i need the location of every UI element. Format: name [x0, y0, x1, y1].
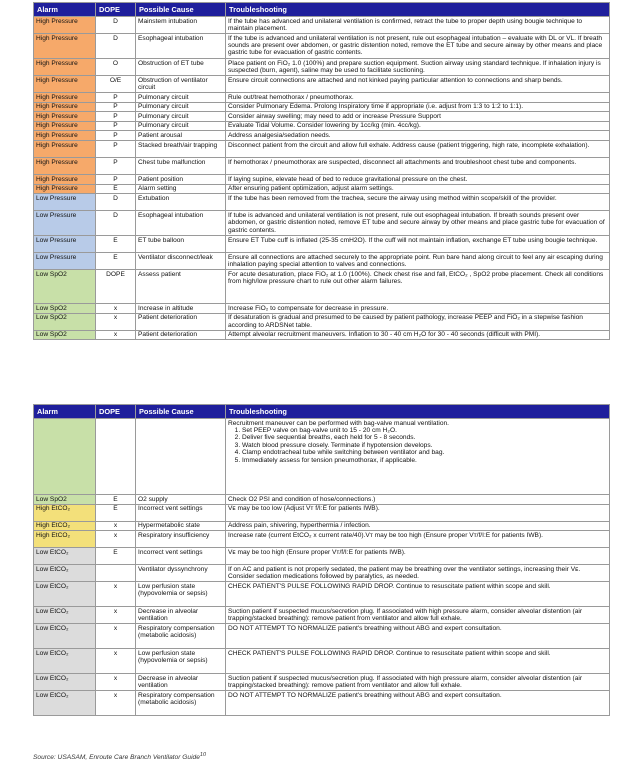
troubleshooting-cell: If the tube is advanced and unilateral ventilation is not present, rule out esophageal intubation – evaluate with DL or VL. If breath sounds are present over abdomen, or gastric distention noted, remove the ET tube and secure airway by other means and place gastric tube for evacuation of gastric contents. — [226, 34, 610, 59]
possible-cause-cell: Respiratory compensation (metabolic acidosis) — [136, 624, 226, 649]
troubleshooting-cell: Suction patient if suspected mucus/secretion plug. If associated with high pressure alarm, consider alveolar distention (air trapping/stacked breathing): remove patient from ventilator and allow full exhale. — [226, 674, 610, 691]
possible-cause-cell: Ventilator disconnect/leak — [136, 253, 226, 270]
dope-cell: P — [96, 121, 136, 131]
dope-cell: P — [96, 112, 136, 122]
alarm-cell: Low SpO2 — [34, 330, 96, 340]
troubleshooting-cell: Increase FiO₂ to compensate for decrease in pressure. — [226, 304, 610, 314]
alarm-cell: High Pressure — [34, 102, 96, 112]
possible-cause-cell: Pulmonary circuit — [136, 121, 226, 131]
dope-cell: x — [96, 313, 136, 330]
dope-cell: x — [96, 624, 136, 649]
troubleshooting-cell: After ensuring patient optimization, adjust alarm settings. — [226, 184, 610, 194]
recruitment-step: 3. Watch blood pressure closely. Terminate if hypotension develops. — [242, 442, 607, 449]
troubleshooting-cell: Evaluate Tidal Volume. Consider lowering by 1cc/kg (min. 4cc/kg). — [226, 121, 610, 131]
possible-cause-cell: Patient deterioration — [136, 313, 226, 330]
dope-cell: P — [96, 93, 136, 103]
table-row — [34, 17, 610, 34]
dope-cell: E — [96, 253, 136, 270]
recruitment-step: 2. Deliver five sequential breaths, each held for 5 - 8 seconds. — [242, 434, 607, 441]
table-row — [34, 521, 610, 531]
troubleshooting-cell: If on AC and patient is not properly sedated, the patient may be breathing over the ventilator settings, increasing their Vᴇ. Consider sedation medications followed by paralytics, as needed. — [226, 565, 610, 582]
table-row — [34, 93, 610, 103]
recruitment-maneuver-row — [34, 419, 610, 495]
dope-cell: D — [96, 17, 136, 34]
table-row — [34, 34, 610, 59]
dope-cell: D — [96, 194, 136, 211]
table-row — [34, 304, 610, 314]
troubleshooting-cell: Vᴇ may be too high (Ensure proper Vᴛ/f/I:E for patients IWB). — [226, 548, 610, 565]
troubleshooting-cell: Increase rate (current EtCO₂ x current rate/40).Vᴛ may be too high (Ensure proper Vᴛ/f/I:E for patients IWB). — [226, 531, 610, 548]
troubleshooting-cell: If the tube has advanced and unilateral ventilation is confirmed, retract the tube to proper depth using bougie technique to maintain placement. — [226, 17, 610, 34]
alarm-cell: High Pressure — [34, 93, 96, 103]
troubleshooting-cell: Place patient on FiO₂ 1.0 (100%) and prepare suction equipment. Suction airway using standard technique. If inhalation injury is suspected (burn, agent), saline may be used to facilitate suctioning. — [226, 59, 610, 76]
alarm-cell: High Pressure — [34, 112, 96, 122]
troubleshooting-cell: Consider airway swelling; may need to add or increase Pressure Support — [226, 112, 610, 122]
troubleshooting-cell: Consider Pulmonary Edema. Prolong Inspiratory time if appropriate (i.e. adjust from 1:3 to 1:2 to 1:1). — [226, 102, 610, 112]
troubleshooting-cell: Suction patient if suspected mucus/secretion plug. If associated with high pressure alarm, consider alveolar distention (air trapping/stacked breathing): remove patient from ventilator and allow full exhale. — [226, 607, 610, 624]
table-row — [34, 548, 610, 565]
recruitment-cause-cell — [136, 419, 226, 495]
dope-cell: P — [96, 174, 136, 184]
troubleshooting-cell: Ensure all connections are attached securely to the appropriate point. Run bare hand along circuit to feel any air escaping during inhalation paying special attention to valves and connections. — [226, 253, 610, 270]
possible-cause-cell: Incorrect vent settings — [136, 504, 226, 521]
dope-cell: x — [96, 304, 136, 314]
alarm-cell: High Pressure — [34, 157, 96, 174]
troubleshooting-cell: Attempt alveolar recruitment maneuvers. Inflation to 30 - 40 cm H₂O for 30 - 40 seconds (difficult with PMI). — [226, 330, 610, 340]
alarm-cell: High Pressure — [34, 59, 96, 76]
header-dope: DOPE — [96, 3, 136, 17]
troubleshooting-cell: Ensure circuit connections are attached and not kinked paying particular attention to connections and sharp bends. — [226, 76, 610, 93]
possible-cause-cell: Stacked breath/air trapping — [136, 140, 226, 157]
table-row — [34, 76, 610, 93]
recruitment-step: 4. Clamp endotracheal tube while switching between ventilator and bag. — [242, 449, 607, 456]
table-row — [34, 121, 610, 131]
possible-cause-cell: Obstruction of ventilator circuit — [136, 76, 226, 93]
troubleshooting-cell: If the tube has been removed from the trachea, secure the airway using method within scope/skill of the provider. — [226, 194, 610, 211]
possible-cause-cell: Respiratory insufficiency — [136, 531, 226, 548]
table-row — [34, 313, 610, 330]
table-row — [34, 102, 610, 112]
alarm-cell: Low Pressure — [34, 194, 96, 211]
table-row — [34, 194, 610, 211]
alarm-cell: High Pressure — [34, 140, 96, 157]
possible-cause-cell: Pulmonary circuit — [136, 102, 226, 112]
alarm-cell: Low SpO2 — [34, 270, 96, 304]
source-note — [33, 752, 206, 761]
table-row — [34, 59, 610, 76]
troubleshooting-cell: If hemothorax / pneumothorax are suspected, disconnect all attachments and troubleshoot chest tube and components. — [226, 157, 610, 174]
dope-cell: x — [96, 582, 136, 607]
dope-cell: x — [96, 531, 136, 548]
troubleshooting-cell: For acute desaturation, place FiO₂ at 1.0 (100%). Check chest rise and fall, EtCO₂ , SpO2 probe placement. Check all conditions from high/low pressure chart to rule out other alarm failures. — [226, 270, 610, 304]
dope-cell: D — [96, 34, 136, 59]
troubleshooting-cell: DO NOT ATTEMPT TO NORMALIZE patient's breathing without ABG and expert consultation. — [226, 624, 610, 649]
troubleshooting-cell: Check O2 PSI and condition of hose/connections.) — [226, 495, 610, 505]
dope-cell: DOPE — [96, 270, 136, 304]
recruitment-step: 1. Set PEEP valve on bag-valve unit to 15 - 20 cm H₂O. — [242, 427, 607, 434]
alarm-cell: High Pressure — [34, 17, 96, 34]
possible-cause-cell: Esophageal intubation — [136, 34, 226, 59]
alarm-cell: High Pressure — [34, 131, 96, 141]
possible-cause-cell: Patient deterioration — [136, 330, 226, 340]
recruitment-step: 5. Immediately assess for tension pneumothorax, if applicable. — [242, 457, 607, 464]
troubleshooting-cell: DO NOT ATTEMPT TO NORMALIZE patient's breathing without ABG and expert consultation. — [226, 691, 610, 716]
dope-cell: x — [96, 649, 136, 674]
alarm-cell: Low EtCO₂ — [34, 691, 96, 716]
troubleshooting-cell: Ensure ET Tube cuff is inflated (25-35 cmH2O). If the cuff will not maintain inflation, exchange ET tube using bougie technique. — [226, 236, 610, 253]
header-possible-cause: Possible Cause — [136, 405, 226, 419]
troubleshooting-cell: Rule out/treat hemothorax / pneumothorax. — [226, 93, 610, 103]
alarm-cell: High Pressure — [34, 174, 96, 184]
troubleshooting-cell: Address analgesia/sedation needs. — [226, 131, 610, 141]
troubleshooting-cell: If desaturation is gradual and presumed to be caused by patient pathology, increase PEEP and FiO₂ in a stepwise fashion according to ARDSNet table. — [226, 313, 610, 330]
table-row — [34, 253, 610, 270]
table-row — [34, 157, 610, 174]
alarm-cell: Low SpO2 — [34, 304, 96, 314]
dope-cell: x — [96, 674, 136, 691]
troubleshooting-cell: If laying supine, elevate head of bed to reduce gravitational pressure on the chest. — [226, 174, 610, 184]
dope-cell — [96, 565, 136, 582]
header-alarm: Alarm — [34, 3, 96, 17]
header-troubleshooting: Troubleshooting — [226, 405, 610, 419]
alarm-cell: High Pressure — [34, 34, 96, 59]
alarm-cell: Low EtCO₂ — [34, 607, 96, 624]
table-row — [34, 270, 610, 304]
alarm-cell: Low EtCO₂ — [34, 624, 96, 649]
ventilator-troubleshooting-table-1 — [33, 2, 610, 340]
possible-cause-cell: Esophageal intubation — [136, 211, 226, 236]
table-row — [34, 565, 610, 582]
header-dope: DOPE — [96, 405, 136, 419]
alarm-cell: Low Pressure — [34, 236, 96, 253]
table-row — [34, 674, 610, 691]
possible-cause-cell: Ventilator dyssynchrony — [136, 565, 226, 582]
possible-cause-cell: Decrease in alveolar ventilation — [136, 607, 226, 624]
alarm-cell: Low EtCO₂ — [34, 649, 96, 674]
alarm-cell: Low EtCO₂ — [34, 582, 96, 607]
possible-cause-cell: Alarm setting — [136, 184, 226, 194]
possible-cause-cell: Pulmonary circuit — [136, 112, 226, 122]
dope-cell: E — [96, 184, 136, 194]
possible-cause-cell: Extubation — [136, 194, 226, 211]
alarm-cell: Low EtCO₂ — [34, 565, 96, 582]
table-row — [34, 624, 610, 649]
dope-cell: O — [96, 59, 136, 76]
table-row — [34, 607, 610, 624]
dope-cell: x — [96, 330, 136, 340]
possible-cause-cell: Respiratory compensation (metabolic acidosis) — [136, 691, 226, 716]
table-row — [34, 582, 610, 607]
table-row — [34, 649, 610, 674]
possible-cause-cell: Pulmonary circuit — [136, 93, 226, 103]
recruitment-alarm-cell — [34, 419, 96, 495]
table-row — [34, 140, 610, 157]
dope-cell: O/E — [96, 76, 136, 93]
recruitment-intro: Recruitment maneuver can be performed with bag-valve manual ventilation. — [228, 419, 450, 427]
possible-cause-cell: Patient arousal — [136, 131, 226, 141]
troubleshooting-cell: CHECK PATIENT'S PULSE FOLLOWING RAPID DROP. Continue to resuscitate patient within scope and skill. — [226, 649, 610, 674]
ventilator-troubleshooting-table-2 — [33, 404, 610, 716]
alarm-cell: High Pressure — [34, 184, 96, 194]
alarm-cell: Low EtCO₂ — [34, 674, 96, 691]
dope-cell: x — [96, 691, 136, 716]
dope-cell: x — [96, 607, 136, 624]
table-2-body — [34, 419, 610, 716]
dope-cell: P — [96, 140, 136, 157]
possible-cause-cell: Mainstem intubation — [136, 17, 226, 34]
table-row — [34, 330, 610, 340]
alarm-cell: High Pressure — [34, 121, 96, 131]
troubleshooting-cell: Disconnect patient from the circuit and allow full exhale. Address cause (patient triggering, high rate, incomplete exhalation). — [226, 140, 610, 157]
alarm-cell: Low EtCO₂ — [34, 548, 96, 565]
alarm-cell: Low SpO2 — [34, 313, 96, 330]
troubleshooting-cell: Address pain, shivering, hyperthermia / infection. — [226, 521, 610, 531]
table-row — [34, 174, 610, 184]
table-row — [34, 495, 610, 505]
table-header-row — [34, 405, 610, 419]
troubleshooting-cell: If tube is advanced and unilateral ventilation is not present, rule out esophageal intubation. If breath sounds present over abdomen, or gastric distention noted, remove ET tube and secure airway by other means and place gastric tube for evacuation of gastric contents. — [226, 211, 610, 236]
alarm-cell: High EtCO₂ — [34, 521, 96, 531]
table-row — [34, 131, 610, 141]
table-row — [34, 184, 610, 194]
recruitment-maneuver-cell — [226, 419, 610, 495]
recruitment-steps — [228, 427, 607, 464]
table-row — [34, 112, 610, 122]
possible-cause-cell: Assess patient — [136, 270, 226, 304]
possible-cause-cell: Obstruction of ET tube — [136, 59, 226, 76]
table-header-row — [34, 3, 610, 17]
alarm-cell: Low Pressure — [34, 211, 96, 236]
table-row — [34, 236, 610, 253]
header-troubleshooting: Troubleshooting — [226, 3, 610, 17]
dope-cell: P — [96, 131, 136, 141]
dope-cell: E — [96, 236, 136, 253]
possible-cause-cell: Hypermetabolic state — [136, 521, 226, 531]
possible-cause-cell: O2 supply — [136, 495, 226, 505]
dope-cell: E — [96, 548, 136, 565]
recruitment-dope-cell — [96, 419, 136, 495]
possible-cause-cell: Low perfusion state (hypovolemia or sepsis) — [136, 649, 226, 674]
dope-cell: E — [96, 504, 136, 521]
header-possible-cause: Possible Cause — [136, 3, 226, 17]
alarm-cell: High EtCO₂ — [34, 531, 96, 548]
troubleshooting-cell: CHECK PATIENT'S PULSE FOLLOWING RAPID DROP. Continue to resuscitate patient within scope and skill. — [226, 582, 610, 607]
alarm-cell: High EtCO₂ — [34, 504, 96, 521]
possible-cause-cell: ET tube balloon — [136, 236, 226, 253]
possible-cause-cell: Decrease in alveolar ventilation — [136, 674, 226, 691]
troubleshooting-cell: Vᴇ may be too low (Adjust Vᴛ f/I:E for patients IWB). — [226, 504, 610, 521]
possible-cause-cell: Increase in altitude — [136, 304, 226, 314]
header-alarm: Alarm — [34, 405, 96, 419]
alarm-cell: Low SpO2 — [34, 495, 96, 505]
source-text: Source: USASAM, Enroute Care Branch Ventilator Guide — [33, 754, 200, 762]
possible-cause-cell: Incorrect vent settings — [136, 548, 226, 565]
table-row — [34, 211, 610, 236]
table-row — [34, 691, 610, 716]
dope-cell: E — [96, 495, 136, 505]
alarm-cell: High Pressure — [34, 76, 96, 93]
dope-cell: D — [96, 211, 136, 236]
dope-cell: P — [96, 102, 136, 112]
alarm-cell: Low Pressure — [34, 253, 96, 270]
possible-cause-cell: Low perfusion state (hypovolemia or sepsis) — [136, 582, 226, 607]
dope-cell: x — [96, 521, 136, 531]
table-row — [34, 531, 610, 548]
table-1-body — [34, 17, 610, 340]
table-row — [34, 504, 610, 521]
source-reference: 10 — [199, 752, 207, 758]
possible-cause-cell: Patient position — [136, 174, 226, 184]
dope-cell: P — [96, 157, 136, 174]
possible-cause-cell: Chest tube malfunction — [136, 157, 226, 174]
